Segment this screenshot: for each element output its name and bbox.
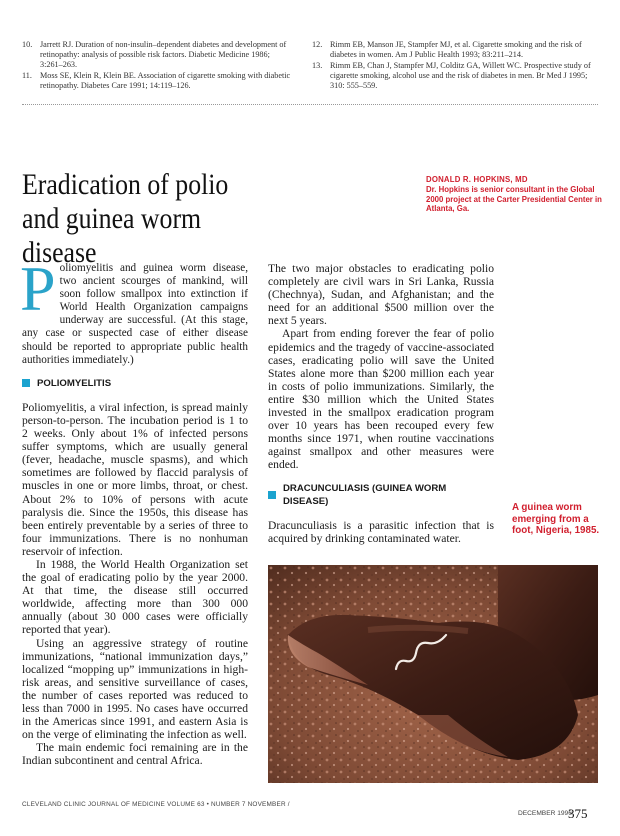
body-paragraph: Using an aggressive strategy of routine immunizations, “national immunization days,” localized “mopping up” immunizations in high-risk areas, and sensitive surveillance of cases, the number of cases reported was reduced to less than 7000 in 1995. No cases have occurred in the Americas since 1991, and eastern Asia is on the verge of eliminating the infection as well. (22, 636, 248, 742)
issue-date: DECEMBER 1996 (518, 810, 572, 817)
body-paragraph: The two major obstacles to eradicating polio completely are civil wars in Sri Lanka, Russia (Chechnya), Sudan, and Afghanistan; and the need for an additional $500 million over the next 5 years. (268, 262, 494, 328)
page-number: 375 (568, 806, 588, 821)
references-left (22, 40, 292, 92)
author-block (426, 174, 604, 214)
guinea-worm-foot-photo (268, 565, 598, 783)
reference-item: 10. Jarrett RJ. Duration of non-insulin–dependent diabetes and development of retinopathy: analysis of possible risk factors. Diabetic Medicine 1986; 3:261–263. (22, 40, 287, 69)
author-name: DONALD R. HOPKINS, MD (426, 175, 528, 184)
section-heading-poliomyelitis: POLIOMYELITIS (22, 377, 248, 390)
section-heading-dracunculiasis: DRACUNCULIASIS (GUINEA WORM DISEASE) (268, 482, 494, 508)
body-paragraph: Dracunculiasis is a parasitic infection that is acquired by drinking contaminated water. (268, 518, 494, 545)
section-square-icon (268, 491, 276, 499)
lede-paragraph: Poliomyelitis and guinea worm disease, two ancient scourges of mankind, will soon follow smallpox into extinction if World Health Organization campaigns underway are successful. (At this stage, any case or suspected case of either disease should be reported to appropriate public health authorities immediately.) (20, 253, 248, 366)
section-square-icon (22, 379, 30, 387)
journal-footer: CLEVELAND CLINIC JOURNAL OF MEDICINE VOLUME 63 • NUMBER 7 NOVEMBER / (22, 801, 290, 808)
reference-item: 11. Moss SE, Klein R, Klein BE. Association of cigarette smoking with diabetic retinopathy. Diabetes Care 1991; 14:119–126. (22, 71, 291, 90)
reference-item: 12. Rimm EB, Manson JE, Stampfer MJ, et al. Cigarette smoking and the risk of diabetes in women. Am J Public Health 1993; 83:211–214. (312, 40, 582, 59)
author-bio: Dr. Hopkins is senior consultant in the Global 2000 project at the Carter Presidential Center in Atlanta, Ga. (426, 185, 602, 213)
body-paragraph: In 1988, the World Health Organization set the goal of eradicating polio by the year 2000. At that time, the disease still occurred worldwide, affecting more than 300 000 annually (about 30 000 cases were officially reported that year). (22, 557, 248, 637)
body-column-right (268, 262, 494, 545)
section-divider (22, 104, 598, 105)
body-paragraph: Apart from ending forever the fear of polio epidemics and the tragedy of vaccine-associated cases, eradicating polio will save the United States alone more than $200 million each year in costs of polio immunizations. Similarly, the entire $30 million which the United States invested in the smallpox eradication program over 10 years has been recouped every few months since 1971, when routine vaccinations against smallpox and other measures were ended. (268, 327, 494, 472)
body-column-left (20, 253, 248, 768)
drop-cap: P (20, 253, 56, 324)
body-paragraph: Poliomyelitis, a viral infection, is spread mainly person-to-person. The incubation period is 1 to 2 weeks. Only about 1% of infected persons suffer symptoms, which are usually general (fever, headache, muscle spasms), and which sometimes are followed by flaccid paralysis of muscles in one or more limbs, throat, or chest. About 2% to 10% of persons with acute paralysis die. Since the 1950s, this disease has been entirely preventable by a series of three to four immunizations. There is no nonhuman reservoir of infection. (22, 400, 248, 558)
references-right (312, 40, 598, 92)
title-line-2: and guinea worm disease (22, 202, 202, 269)
article-title (22, 168, 280, 270)
photo-caption: A guinea worm emerging from a foot, Nigeria, 1985. (512, 502, 600, 537)
body-paragraph: The main endemic foci remaining are in the Indian subcontinent and central Africa. (22, 741, 248, 768)
title-line-1: Eradication of polio (22, 168, 229, 201)
reference-item: 13. Rimm EB, Chan J, Stampfer MJ, Colditz GA, Willett WC. Prospective study of cigarette smoking, alcohol use and the risk of diabetes in men. Br Med J 1995; 310: 555–559. (312, 61, 591, 90)
